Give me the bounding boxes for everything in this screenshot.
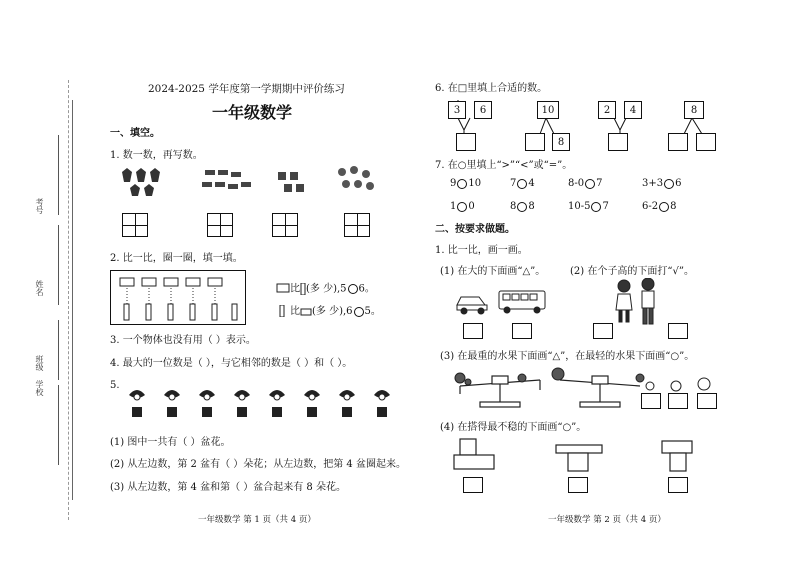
bus-icon: [499, 291, 545, 313]
q7-circle[interactable]: [659, 202, 669, 212]
q6-tree3-bottom[interactable]: [608, 133, 628, 151]
q7-circle[interactable]: [591, 202, 601, 212]
kaohao-line: [58, 135, 59, 215]
question-8-4: (4) 在搭得最不稳的下面画“○”。: [440, 422, 587, 433]
q7-circle[interactable]: [457, 202, 467, 212]
banji-label: 班级: [35, 355, 44, 371]
section-1-heading: 一、填空。: [110, 128, 160, 139]
q2-circle-1[interactable]: [348, 284, 358, 294]
q7-r2-4: 6-2 8: [642, 201, 677, 212]
q7-r2-3: 10-5 7: [568, 201, 609, 212]
q7-r1-4: 3+3 6: [642, 178, 682, 189]
pot-4: [234, 390, 250, 417]
exam-title: 2024-2025 学年度第一学期期中评价练习: [148, 83, 345, 95]
q7-r1-3: 8-0 7: [568, 178, 603, 189]
question-3: 3. 一个物体也没有用（ ）表示。: [110, 335, 256, 346]
pencils: [124, 304, 237, 320]
q8-1-box-bus[interactable]: [512, 323, 532, 339]
pot-5: [269, 390, 285, 417]
q2-line-1: 比 (多 少),5 6。: [290, 283, 375, 295]
question-8: 1. 比一比，画一画。: [435, 245, 528, 256]
q6-tree1-bottom[interactable]: [456, 133, 476, 151]
q6-tree3-top-left: 2: [598, 101, 616, 119]
question-7: 7. 在○里填上“>”“<”或“=”。: [435, 160, 573, 171]
question-5: 5.: [110, 380, 120, 391]
q7-circle[interactable]: [585, 179, 595, 189]
subject-title: 一年级数学: [212, 103, 293, 122]
stack-1: [454, 439, 494, 469]
q5-flower-pots: [125, 385, 405, 421]
dots: [127, 288, 215, 304]
q6-tree2-bottom-right: 8: [552, 133, 570, 151]
q7-circle[interactable]: [664, 179, 674, 189]
question-6: 6. 在□里填上合适的数。: [435, 83, 548, 94]
pencil-icon-2: [279, 305, 285, 317]
eraser-icon: [276, 283, 290, 293]
q6-tree1-top-left: 3: [448, 101, 466, 119]
q7-r1-1: 9 10: [450, 178, 482, 189]
q1-group-3: [278, 172, 304, 192]
question-5-2: (2) 从左边数，第 2 盆有（ ）朵花；从左边数，把第 4 盆圈起来。: [110, 459, 406, 470]
q8-4-box-2[interactable]: [568, 477, 588, 493]
scale-1: [460, 376, 540, 407]
q8-4-box-3[interactable]: [668, 477, 688, 493]
q7-r2-1: 1 0: [450, 201, 475, 212]
pot-2: [164, 390, 180, 417]
girl-icon: [616, 280, 632, 322]
q1-answer-box-4[interactable]: [344, 213, 370, 237]
q1-answer-box-2[interactable]: [207, 213, 233, 237]
q8-1-box-car[interactable]: [463, 323, 483, 339]
kaohao-label: 考号: [35, 198, 44, 214]
q8-3-box-2[interactable]: [668, 393, 688, 409]
stack-3: [662, 441, 692, 471]
pot-6: [304, 390, 320, 417]
page-1-footer: 一年级数学 第 1 页（共 4 页）: [198, 515, 316, 525]
question-8-2: (2) 在个子高的下面打“√”。: [570, 266, 694, 277]
question-5-1: (1) 图中一共有（ ）盆花。: [110, 437, 231, 448]
question-8-1: (1) 在大的下面画“△”。: [440, 266, 546, 277]
q8-4-box-1[interactable]: [463, 477, 483, 493]
question-8-3: (3) 在最重的水果下面画“△”，在最轻的水果下面画“○”。: [440, 351, 695, 362]
pot-3: [199, 390, 215, 417]
q2-line-2: 比 (多 少),6 5。: [290, 306, 381, 317]
q8-3-box-1[interactable]: [641, 393, 661, 409]
fruit-icons-3: [646, 378, 710, 391]
q7-circle[interactable]: [517, 179, 527, 189]
pot-7: [339, 390, 355, 417]
binding-bracket: [72, 100, 79, 500]
stacked-blocks: [450, 437, 710, 473]
q1-pictures: [110, 160, 410, 200]
xuexiao-line: [58, 385, 59, 465]
question-4: 4. 最大的一位数是（ ），与它相邻的数是（ ）和（ ）。: [110, 358, 353, 369]
q7-circle[interactable]: [517, 202, 527, 212]
q6-tree4-bottom-right[interactable]: [696, 133, 716, 151]
q1-answer-box-1[interactable]: [122, 213, 148, 237]
car-and-bus: [455, 287, 550, 315]
q6-tree4-bottom-left[interactable]: [668, 133, 688, 151]
question-2: 2. 比一比，圈一圈，填一填。: [110, 253, 243, 264]
q8-3-box-3[interactable]: [697, 393, 717, 409]
q8-2-box-girl[interactable]: [593, 323, 613, 339]
xingming-line: [58, 225, 59, 305]
scale-2: [560, 376, 640, 407]
q7-r1-2: 7 4: [510, 178, 535, 189]
q6-tree2-top: 10: [537, 101, 559, 119]
erasers: [120, 278, 222, 286]
q8-2-box-boy[interactable]: [668, 323, 688, 339]
q6-tree3-top-right: 4: [624, 101, 642, 119]
binding-line: [68, 80, 69, 520]
q2-circle-2[interactable]: [354, 307, 364, 317]
two-children: [612, 278, 662, 326]
question-1: 1. 数一数，再写数。: [110, 150, 203, 161]
pot-8: [374, 390, 390, 417]
q6-tree4-top: 8: [684, 101, 704, 119]
q1-group-1: [122, 168, 160, 196]
q7-circle[interactable]: [457, 179, 467, 189]
boy-icon: [642, 278, 654, 324]
q7-r2-2: 8 8: [510, 201, 535, 212]
q2-items: [112, 272, 244, 324]
car-icon: [457, 297, 487, 314]
xingming-label: 姓名: [35, 280, 44, 296]
q1-group-4: [338, 166, 374, 190]
page-2-footer: 一年级数学 第 2 页（共 4 页）: [548, 515, 666, 525]
pot-1: [129, 390, 145, 417]
eraser-icon-2: [300, 308, 312, 316]
q1-group-2: [202, 170, 251, 189]
question-5-3: (3) 从左边数，第 4 盆和第（ ）盆合起来有 8 朵花。: [110, 482, 346, 493]
q6-tree2-bottom-left[interactable]: [525, 133, 545, 151]
section-2-heading: 二、按要求做题。: [435, 224, 515, 235]
banji-line: [58, 320, 59, 380]
xuexiao-label: 学校: [35, 380, 44, 396]
q6-tree1-top-right: 6: [474, 101, 492, 119]
q1-answer-box-3[interactable]: [272, 213, 298, 237]
stack-2: [556, 445, 602, 471]
